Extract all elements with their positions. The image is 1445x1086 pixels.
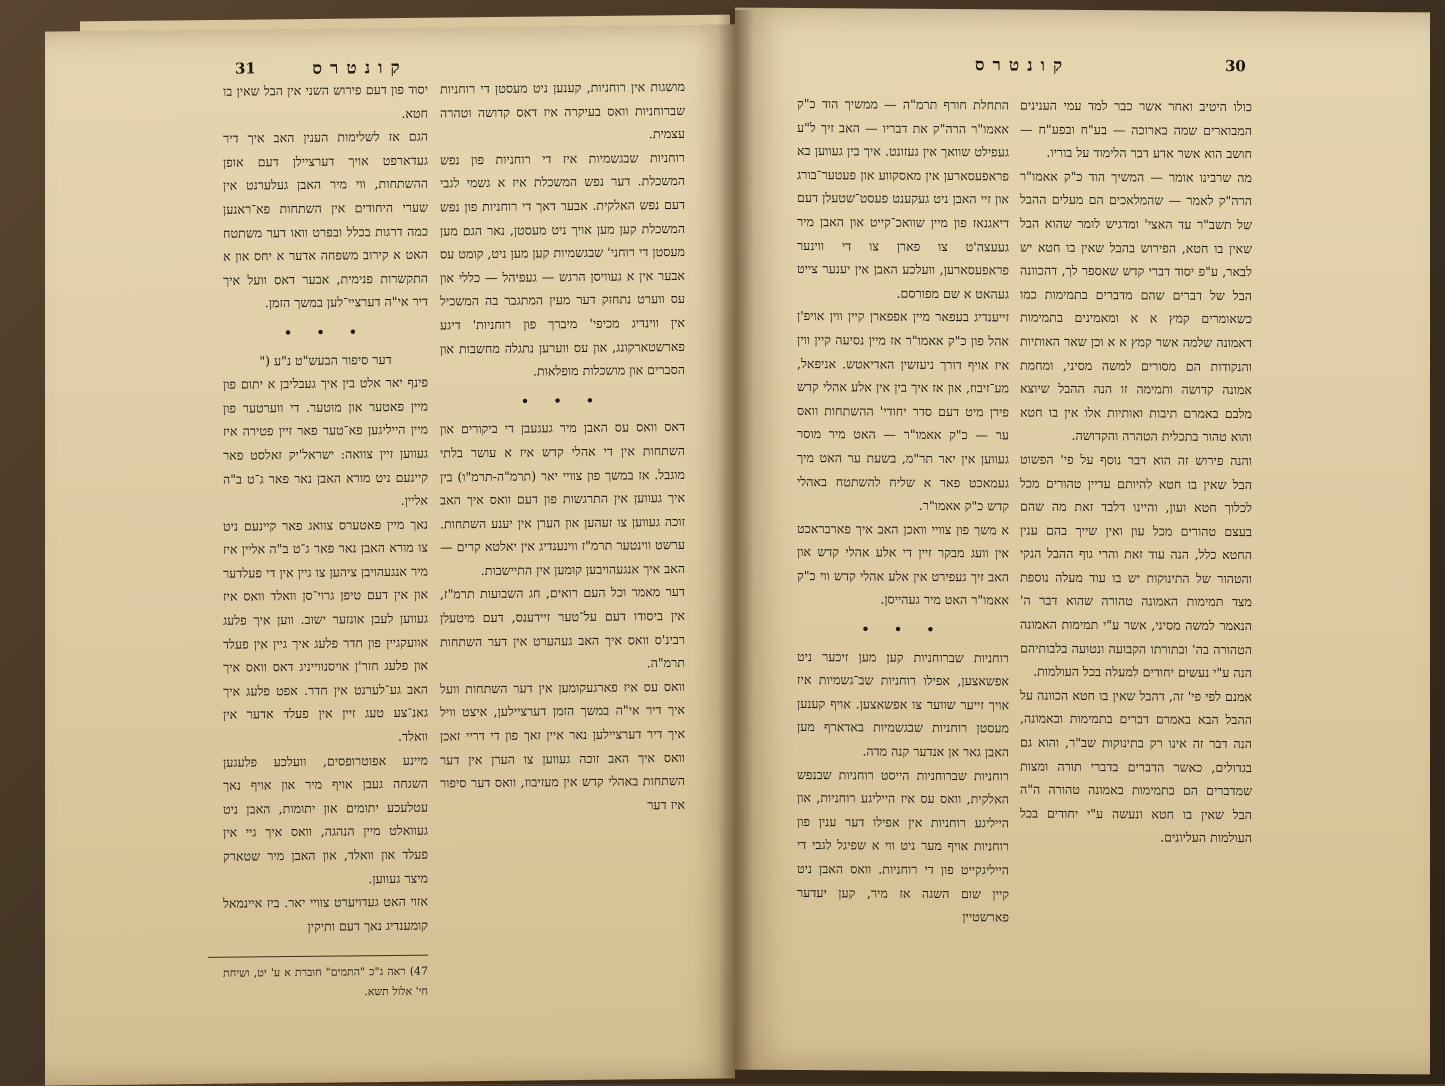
paragraph: התחלת חורף תרמ"ה — ממשיך הוד כ"ק אאמו"ר הרה"ק את דבריו — האב זיך ל"ע געפילט שוואך אין געזונט. איך בין געווען בא פראפעסארען אין מאסקווע און פעטער־בורג און זיי האבן ניט געקענט פעסט־שטעלן דעם דיאגנאז פון מיין שוואכ־קייט און האבן מיר געעצה'ט צו פארן צו די ווינער פראפעסארען, וועלכע האבן אין יענער צייט געהאט א שם מפורסם.: [797, 96, 1009, 302]
paragraph: אמנם לפי פי' זה, דהבל שאין בו חטא הכוונה על ההבל הבא באמרם דברים בתמימות ובאמונה, הנה דבר זה אינו רק בתינוקות שב"ר, והוא גם בגדולים, כאשר הדברים בדברי תורה ומצות שמדברים הם בתמימות באמונה טהורה ה"ה הבל שאין בו חטא ונעשה ע"י יחודים בכל העולמות העליונים.: [1020, 687, 1252, 846]
left-page-right-column: [440, 75, 685, 819]
running-title-right: קונטרס: [974, 55, 1071, 76]
paragraph: והנה פירוש זה הוא דבר נוסף על פי' הפשוט הבל שאין בו חטא להיותם עדיין טהורים מכל לכלוך חטא ועון, והיינו דלבד זאת מה שהם בעצם טהורים מכל עון ואין שייך בהם ענין החטא כלל, הנה עוד זאת והרי גוף ההבל הנקי והטהור של התינוקות יש בו עוד מעלה נוספת מצד תמימות האמונה טהורה שהוא דבר ה' הנאמר למשה מסיני, אשר ע"י תמימות האמונה הטהורה בה' ובתורתו הקבועה ונטועה בלבותיהם הנה ע"י נעשים יחודים למעלה בכל העולמות.: [1020, 451, 1252, 681]
left-page: [45, 24, 735, 1085]
section-heading: דער סיפור הבעש"ט נ"ע (": [259, 351, 392, 368]
section-separator: • • •: [861, 621, 945, 638]
paragraph: נאך מיין פאטערס צוואג פאר קיינעם ניט צו מורא האבן נאר פאר ג־ט ב"ה אליין איז מיר אנגעהויבן ציהען צו גיין אין די פעלדער און אין דעם טיפן גרוי־סן וואלד וואס איז געווען לעבן אונזער ישוב. ווען איך פלעג אוועקגיין פון חדר פלעג איך גיין אין פעלד און פלעג חזר'ן אויסנווייניג דאס וואס איך האב גע־לערנט אין חדר. אפט פלעג איך גאנ־צע טעג זיין אין פעלד אדער אין וואלד.: [223, 516, 428, 744]
paragraph: יסוד פון דעם פירוש השני אין הבל שאין בו חטא.: [223, 81, 428, 121]
paragraph: פינף יאר אלט בין איך געבליבן א יתום פון מיין פאטער און מוטער. די ווערטער פון מיין הייליגען פא־טער פאר זיין פטירה איז געווען זיין צוואה: ישראל'יק זאלסט פאר קיינעם ניט מורא האבן נאר פאר ג־ט ב"ה אליין.: [223, 374, 428, 508]
paragraph: רוחניות שברוחניות הייסט רוחניות שבנפש האלקית, וואס עס איז הייליגע רוחניות, און הייליגע רוחניות אין אפילו דער ענין פון רוחניות אויף מער ניט ווי א שפיגל לגבי די הייליגקייט פון די רוחניות. וואס האבן ניט קיין שום השגה אז מיר, קען יעדער פארשטיין: [797, 766, 1009, 925]
paragraph: הגם אז לשלימות הענין האב איך דיר געדארפט אויך דערציילן דעם אופן ההשתחות, ווי מיר האבן געלערנט אין שערי היחודים אין השתחות פא־ראנען כמה דרגות בכלל ובפרט וואו דער משתטח האט א קירוב משפחה אדער א יחס און א התקשרות פנימית, אבער דאס וועל איך דיר אי"ה דערציי־לען במשך הזמן.: [223, 128, 428, 311]
footnote: 47) ראה ג"כ "התמים" חוברת א ע' יט, ושיחת חי' אלול תשא.: [223, 964, 428, 999]
paragraph: רוחניות שברוחניות קען מען זיכער ניט אפשאצען, אפילו רוחניות שב־גשמיות איז אויך זייער שווער צו אפשאצען. אויף קענען מעסטן רוחניות שבגשמיות באדארף מען האבן גאר אן אנדער קנה מדה.: [797, 648, 1009, 760]
right-page-header: [735, 54, 1430, 87]
paragraph: זייענדיג בעפאר מיין אפפארן קיין ווין אויפ'ן אהל פון כ"ק אאמו"ר אז מיין נסיעה קיין ווין איז אויף דורך ניעזשין האדיאטש. אניפאל, מע־זיבוז, און אז איך בין אין אלע אהלי קדש פירן מיט דעם סדר יחודי' ההשתחות וואס ער — כ"ק אאמו"ר — האט מיר מוסר געווען אין יאר תר"מ, בשעת ער האט מיך געמאכט פאר א שליח להשתטח באהלי קדש כ"ק אאמו"ר.: [797, 308, 1009, 514]
page-number-left: 31: [235, 59, 256, 78]
paragraph: מיינע אפוטרופסים, וועלכע פלעגען השגחה געבן אויף מיר און אויף נאך עטלעכע יתומים און יתומות, האבן ניט געוואלט מיין הנהגה, וואס איך גיי אין פעלד און וואלד, און האבן מיר שטארק מיצר געווען.: [223, 752, 428, 886]
page-number-right: 30: [1225, 56, 1246, 76]
paragraph: אזוי האט געדויערט צוויי יאר. ביז איינמאל קומענדיג נאך דעם ותיקין: [223, 893, 428, 934]
right-page: [735, 8, 1430, 1075]
paragraph: כולו היטיב ואחר אשר כבר למד עמי הענינים המבוארים שמה בארוכה — בע"ח ובפע"ח — חושב הוא אשר אדע דבר הלימוד על בוריו.: [1020, 97, 1252, 162]
paragraph: דאס וואס עס האבן מיר געגעבן די ביקורים און השתחות אין די אהלי קדש איז א עושר בלתי מוגבל. אז במשך פון צוויי יאר (תרמ"ה-תרמ"ו) בין איך געווען אין התרגשות פון דעם וואס איך האב זוכה געווען צו זעהען און הערן אין יענע השתחות. ערשט ווינטער תרמ"ז ווינענדיג אין יאלטא קרים — האב איך אנגעהויבען קומען אין התיישבות.: [440, 419, 685, 578]
paragraph: דער מאמר וכל העם רואים, חג השבועות תרמ"ז, אין ביסודו דעם על־טער זיידענס, דעם מיטעלן רבינ'ס וואס איך האב געהערט אין דער השתחות תרמ"ה.: [440, 584, 685, 671]
section-separator: • • •: [284, 324, 367, 341]
paragraph: א משך פון צוויי וואכן האב איך פארבראכט אין וועג מבקר זיין די אלע אהלי קדש און האב זיך געפירט אין אלע אהלי קדש ווי כ"ק אאמו"ר האט מיר געהייסן.: [797, 520, 1009, 608]
left-page-left-column: [223, 78, 428, 1005]
right-page-left-column: [797, 92, 1009, 929]
paragraph: מה שרבינו אומר — המשיך הוד כ"ק אאמו"ר הרה"ק לאמר — שהמלאכים הם מעלים ההבל של תשב"ר עד האצי' ומדגיש לומר שהוא הבל שאין בו חטא, הפירוש בהבל שאין בו חטא יש לבאר, ע"פ יסוד דברי קדש שאספר לך, דהכוונה הבל של דברים שהם מדברים בתמימות כמו כשאומרים קמץ א א ומאמינים בתמימות דאמונה שלמה אשר קמץ א א וכן שאר האותיות והנקודות הם מסורים למשה מסיני, ומחמת אמונה קדושה ותמימה זו הנה ההבל שיוצא מלבם באמרם תיבות ואותיות אלו אין בו חטא והוא טהור בתכלית הטהרה והקדושה.: [1020, 168, 1252, 445]
running-title-left: קונטרס: [312, 57, 408, 79]
paragraph: רוחניות שבגשמיות איז די רוחניות פון נפש המשכלת. דער נפש המשכלת איז א גשמי לגבי דעם נפש האלקית. אבער דאך די רוחניות פון נפש המשכלת קען מען אויך ניט מעסטן, נאר הגם מען מעסטן די רוחני' שבגשמיות קען מען ניט, קומט עס אבער אין א געוויסן הרגש — געפיהל — כללי און עס ווערט נתחזק דער מעין המתגבר בה המשכיל אין ווינדיג מכיפי' מיברך פון רוחניות' דיגע פארשטארקונג, און עס ווערען נתגלה מחשבות און הסברים און מושכלות מופלאות.: [440, 149, 685, 379]
paragraph: מושגות אין רוחניות, קענען ניט מעסטן די רוחניות שברוחניות וואס בעיקרה איז דאס קדושה וטהרה עצמית.: [440, 78, 685, 142]
right-page-right-column: [1020, 94, 1252, 851]
book-gutter: [718, 10, 754, 1082]
paragraph: וואס עס איז פארגעקומען אין דער השתחות וועל איך דיר אי"ה במשך הזמן דערציילען, איצט וויל איך דיר דערציילען נאר איין זאך פון די דריי זאכן וואס איך האב זוכה געווען צו הערן אין דער השתחות באהלי קדש אין מעזיבוז, וואס דער סיפור איז דער: [440, 678, 685, 813]
footnote-rule: [208, 955, 428, 958]
section-separator: • • •: [521, 392, 604, 409]
